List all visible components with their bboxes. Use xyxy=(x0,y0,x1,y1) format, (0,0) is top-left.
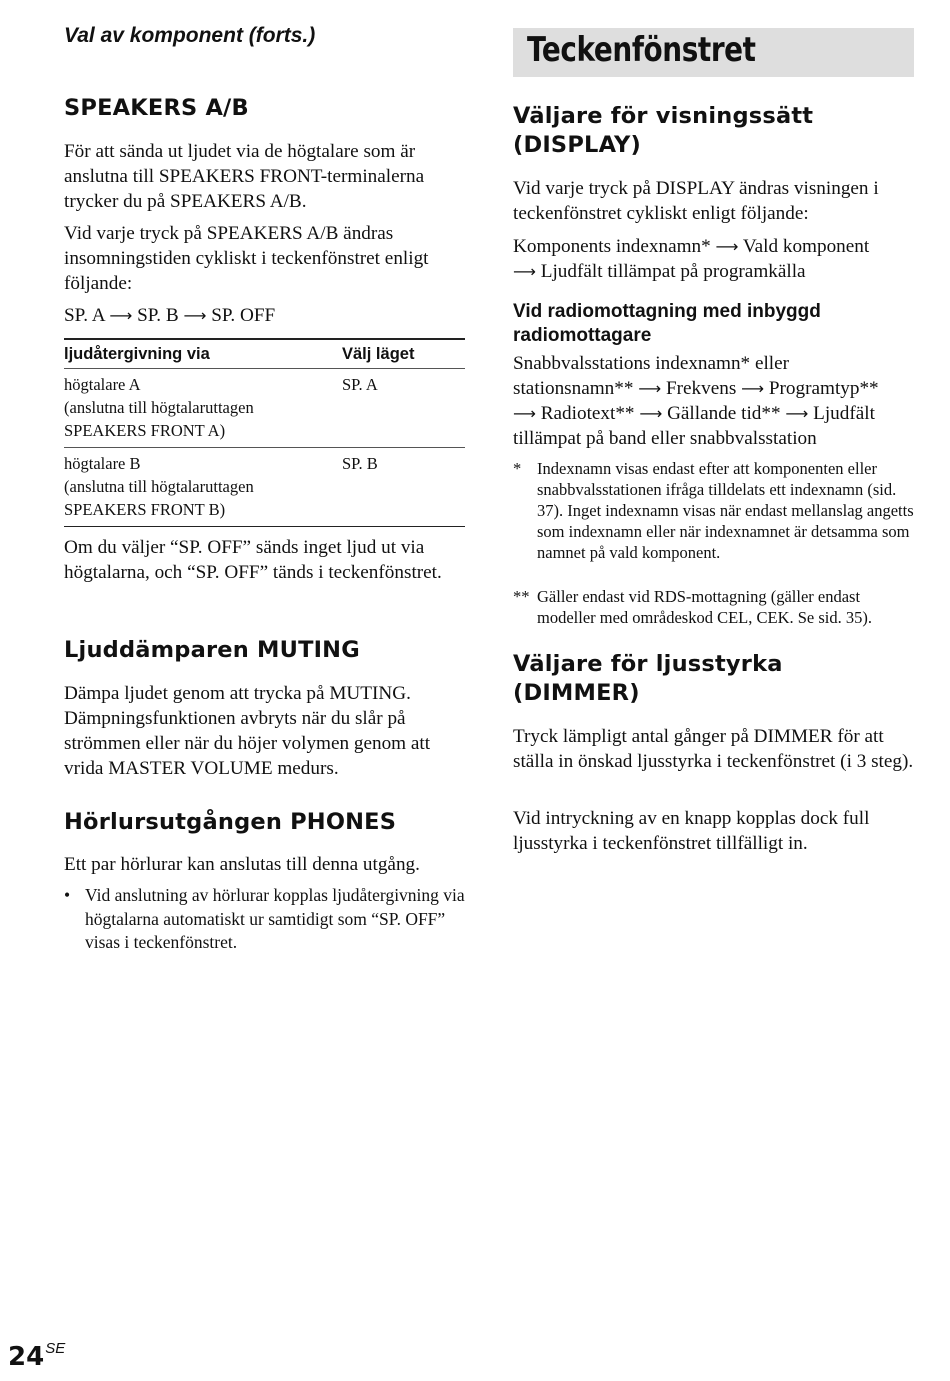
seq-item: Radiotext** xyxy=(540,403,635,424)
speakers-paragraph-2: Vid varje tryck på SPEAKERS A/B ändras insomningstiden cykliskt i teckenfönstret enligt följande: xyxy=(64,223,429,294)
seq-item: Ljudfält tillämpat på programkälla xyxy=(540,261,806,282)
dimmer-heading-line-1: Väljare för ljusstyrka xyxy=(513,651,783,677)
page-number-suffix: SE xyxy=(45,1340,66,1357)
display-paragraph: Vid varje tryck på DISPLAY ändras visningen i teckenfönstret cykliskt enligt följande: xyxy=(513,178,879,224)
speakers-table xyxy=(64,338,465,527)
table-cell-line: SPEAKERS FRONT A) xyxy=(64,421,226,440)
seq-item: Vald komponent xyxy=(742,236,870,257)
radio-subheading-line-2: radiomottagare xyxy=(513,325,652,346)
seq-sp-b: SP. B xyxy=(137,305,179,326)
seq-item: Komponents indexnamn* xyxy=(513,236,711,257)
arrow-icon: ⟶ xyxy=(785,404,809,423)
radio-subheading xyxy=(513,300,821,348)
table-cell-mode: SP. A xyxy=(342,369,465,448)
table-row xyxy=(64,448,465,527)
muting-heading: Ljuddämparen MUTING xyxy=(64,637,360,663)
page-number xyxy=(8,1340,65,1372)
table-header-col2: Välj läget xyxy=(342,339,465,369)
footnote-text: Indexnamn visas endast efter att komponenten eller snabbvalsstationen ifråga tilldelats ett indexnamn (sid. 37). Inget indexnamn visas när endast mellanslag angetts som indexnamn eller när indexnamnet är detsamma som namnet på vald komponent. xyxy=(537,459,914,562)
seq-item: Gällande tid** xyxy=(667,403,781,424)
display-heading xyxy=(513,102,813,160)
arrow-icon: ⟶ xyxy=(715,237,739,256)
display-heading-line-1: Väljare för visningssätt xyxy=(513,103,814,129)
radio-subheading-line-1: Vid radiomottagning med inbyggd xyxy=(513,301,821,322)
table-cell-output xyxy=(64,369,342,448)
page-number-value: 24 xyxy=(8,1342,45,1372)
phones-heading: Hörlursutgången PHONES xyxy=(64,809,397,835)
speakers-paragraph-1: För att sända ut ljudet via de högtalare som är anslutna till SPEAKERS FRONT-terminalerna trycker du på SPEAKERS A/B. xyxy=(64,141,425,212)
phones-paragraph: Ett par hörlurar kan anslutas till denna utgång. xyxy=(64,854,420,875)
display-heading-line-2: (DISPLAY) xyxy=(513,132,641,158)
phones-bullet xyxy=(64,884,465,955)
speakers-sequence xyxy=(64,303,465,328)
seq-sp-a: SP. A xyxy=(64,305,105,326)
footnote-text: Gäller endast vid RDS-mottagning (gäller endast modeller med områdeskod CEL, CEK. Se sid. 35). xyxy=(537,587,872,627)
arrow-icon: ⟶ xyxy=(741,379,765,398)
table-cell-line: högtalare A xyxy=(64,375,141,394)
seq-sp-off: SP. OFF xyxy=(211,305,276,326)
radio-sequence xyxy=(513,351,914,451)
seq-item: Snabbvalsstations indexnamn* eller xyxy=(513,353,790,374)
running-head: Val av komponent (forts.) xyxy=(64,24,316,47)
arrow-icon: ⟶ xyxy=(183,306,207,325)
dimmer-paragraph-1: Tryck lämpligt antal gånger på DIMMER för att ställa in önskad ljusstyrka i teckenfönstret (i 3 steg). xyxy=(513,726,914,772)
display-sequence xyxy=(513,234,914,284)
arrow-icon: ⟶ xyxy=(513,262,536,281)
seq-item: Programtyp** xyxy=(768,378,879,399)
table-cell-mode: SP. B xyxy=(342,448,465,527)
table-row xyxy=(64,369,465,448)
table-cell-line: högtalare B xyxy=(64,454,141,473)
arrow-icon: ⟶ xyxy=(639,404,663,423)
section-title: Teckenfönstret xyxy=(527,30,756,70)
dimmer-heading xyxy=(513,650,783,708)
seq-item: Frekvens xyxy=(665,378,737,399)
dimmer-paragraph-2: Vid intryckning av en knapp kopplas dock full ljusstyrka i teckenfönstret tillfälligt in. xyxy=(513,808,870,854)
phones-bullet-text: Vid anslutning av hörlurar kopplas ljudåtergivning via högtalarna automatiskt ur samtidigt som “SP. OFF” visas i teckenfönstret. xyxy=(85,885,465,952)
dimmer-heading-line-2: (DIMMER) xyxy=(513,680,640,706)
seq-item: tillämpat på band eller snabbvalsstation xyxy=(513,428,817,449)
section-title-band xyxy=(513,28,914,77)
footnote-marker: ** xyxy=(513,587,530,606)
footnote-2 xyxy=(513,586,914,628)
arrow-icon: ⟶ xyxy=(513,404,536,423)
muting-paragraph: Dämpa ljudet genom att trycka på MUTING. Dämpningsfunktionen avbryts när du slår på strömmen eller när du höjer volymen genom att vrida MASTER VOLUME medurs. xyxy=(64,683,431,779)
footnote-marker: * xyxy=(513,459,522,478)
arrow-icon: ⟶ xyxy=(109,306,133,325)
speakers-paragraph-3: Om du väljer “SP. OFF” sänds inget ljud ut via högtalarna, och “SP. OFF” tänds i teckenfönstret. xyxy=(64,537,442,583)
table-cell-line: (anslutna till högtalaruttagen xyxy=(64,398,254,417)
table-cell-line: SPEAKERS FRONT B) xyxy=(64,500,226,519)
table-cell-line: (anslutna till högtalaruttagen xyxy=(64,477,254,496)
arrow-icon: ⟶ xyxy=(638,379,662,398)
footnote-1 xyxy=(513,458,914,563)
bullet-icon: • xyxy=(64,885,71,905)
table-cell-output xyxy=(64,448,342,527)
seq-item: stationsnamn** xyxy=(513,378,634,399)
table-header-col1: ljudåtergivning via xyxy=(64,339,342,369)
speakers-heading: SPEAKERS A/B xyxy=(64,95,249,121)
seq-item: Ljudfält xyxy=(813,403,875,424)
table-header-row xyxy=(64,339,465,369)
